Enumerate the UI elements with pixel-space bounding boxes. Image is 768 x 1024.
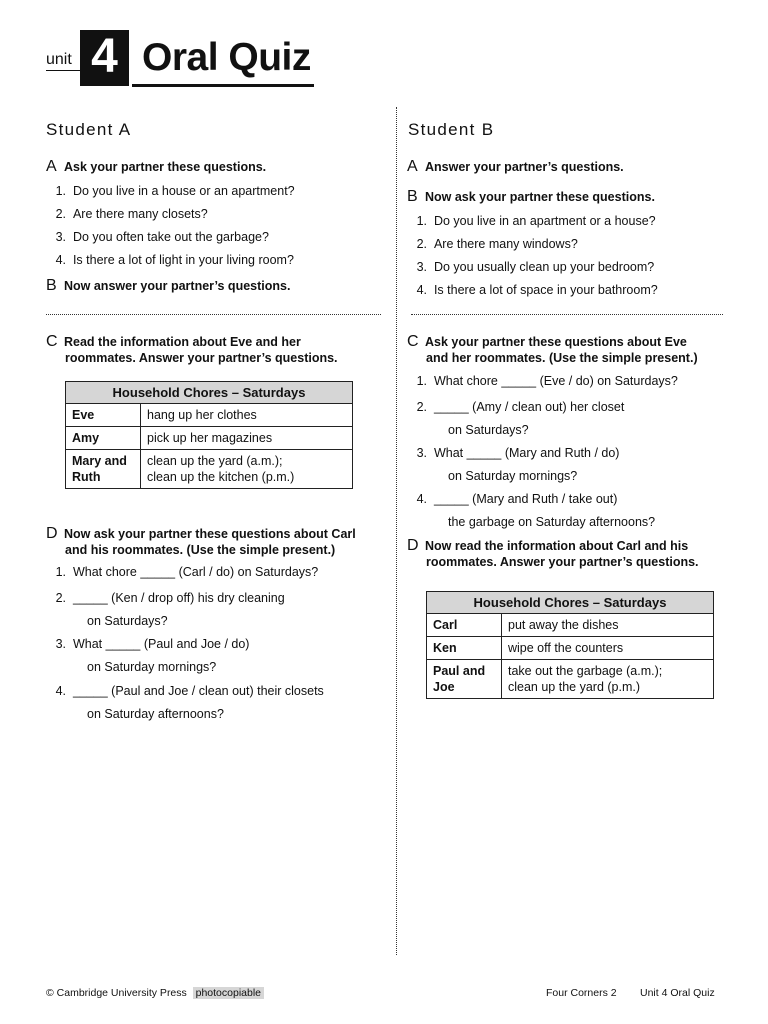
table-cell-chore: put away the dishes [502, 614, 714, 637]
chores-table-carl [426, 591, 714, 699]
table-cell-name: Paul and Joe [427, 660, 502, 699]
row-divider-right [411, 314, 723, 315]
footer-left [46, 987, 264, 999]
table-cell-name: Amy [66, 427, 141, 450]
student-a-section-d [46, 526, 356, 558]
unit-label: unit [46, 51, 72, 68]
section-instruction: Ask your partner these questions about Eve [425, 335, 687, 349]
question-item [44, 587, 285, 633]
table-row [427, 660, 714, 699]
question-item [44, 633, 249, 679]
table-row [66, 404, 353, 427]
question-text: Do you live in an apartment or a house? [433, 214, 656, 228]
table-header: Household Chores – Saturdays [66, 382, 353, 404]
question-item [44, 680, 324, 726]
question-text: on Saturdays? [87, 614, 168, 628]
table-row [66, 427, 353, 450]
table-cell-name: Mary and Ruth [66, 450, 141, 489]
chores-table-eve [65, 381, 353, 489]
question-text: _____ (Paul and Joe / clean out) their closets [72, 684, 324, 698]
student-b-section-c [407, 334, 698, 366]
section-letter: B [46, 277, 57, 294]
question-item [44, 183, 295, 199]
title-rule [132, 84, 314, 87]
question-item [405, 488, 655, 534]
question-item [44, 229, 269, 245]
question-item [44, 564, 318, 580]
question-item [405, 442, 619, 488]
question-text: on Saturday mornings? [87, 660, 217, 674]
student-a-section-b [46, 278, 290, 294]
table-cell-name: Eve [66, 404, 141, 427]
question-number: 3. [416, 446, 427, 460]
question-text: on Saturday mornings? [448, 469, 578, 483]
page-title: Oral Quiz [142, 36, 311, 79]
question-item [405, 259, 654, 275]
section-instruction: Now answer your partner’s questions. [64, 279, 291, 293]
table-header: Household Chores – Saturdays [427, 592, 714, 614]
question-number: 2. [416, 400, 427, 414]
question-text: Do you live in a house or an apartment? [72, 184, 295, 198]
question-text: Are there many closets? [72, 207, 208, 221]
question-text: Is there a lot of light in your living room? [72, 253, 294, 267]
question-text: on Saturday afternoons? [87, 707, 224, 721]
section-letter: B [407, 188, 418, 205]
section-instruction: Ask your partner these questions. [64, 160, 267, 174]
question-text: What _____ (Mary and Ruth / do) [433, 446, 620, 460]
student-b-section-b [407, 189, 655, 205]
section-instruction: and her roommates. (Use the simple present.) [426, 351, 698, 365]
question-text: What chore _____ (Carl / do) on Saturdays? [72, 565, 319, 579]
question-text: Do you usually clean up your bedroom? [433, 260, 655, 274]
question-item [405, 373, 678, 389]
table-cell-name: Ken [427, 637, 502, 660]
question-text: on Saturdays? [448, 423, 529, 437]
question-number: 1. [416, 214, 427, 228]
question-item [405, 236, 578, 252]
table-cell-chore: wipe off the counters [502, 637, 714, 660]
question-number: 3. [416, 260, 427, 274]
section-instruction: roommates. Answer your partner’s questions. [426, 555, 699, 569]
section-instruction: Now ask your partner these questions. [425, 190, 655, 204]
question-text: What chore _____ (Eve / do) on Saturdays? [433, 374, 678, 388]
question-text: _____ (Mary and Ruth / take out) [433, 492, 618, 506]
question-text: Are there many windows? [433, 237, 578, 251]
question-number: 2. [55, 207, 66, 221]
section-instruction: Now ask your partner these questions about Carl [64, 527, 356, 541]
section-instruction: Now read the information about Carl and his [425, 539, 689, 553]
table-cell-chore: clean up the yard (a.m.); clean up the kitchen (p.m.) [141, 450, 353, 489]
question-text: What _____ (Paul and Joe / do) [72, 637, 250, 651]
question-item [44, 206, 208, 222]
section-letter: A [46, 158, 57, 175]
student-b-section-a [407, 159, 624, 175]
question-item [44, 252, 294, 268]
question-item [405, 213, 656, 229]
section-instruction: Answer your partner’s questions. [425, 160, 624, 174]
unit-number-badge: 4 [80, 30, 129, 86]
section-instruction: Read the information about Eve and her [64, 335, 301, 349]
question-number: 1. [416, 374, 427, 388]
footer-book: Four Corners 2 [546, 987, 617, 999]
question-text: the garbage on Saturday afternoons? [448, 515, 656, 529]
student-a-section-a [46, 159, 266, 175]
section-letter: D [407, 537, 419, 554]
question-item [405, 282, 658, 298]
section-letter: C [46, 333, 58, 350]
question-number: 1. [55, 184, 66, 198]
column-divider [396, 107, 397, 955]
question-number: 3. [55, 230, 66, 244]
row-divider-left [46, 314, 381, 315]
question-number: 4. [55, 684, 66, 698]
student-a-heading: Student A [46, 120, 132, 139]
question-text: _____ (Amy / clean out) her closet [433, 400, 625, 414]
table-row [427, 614, 714, 637]
section-letter: C [407, 333, 419, 350]
question-number: 2. [55, 591, 66, 605]
question-number: 2. [416, 237, 427, 251]
section-letter: D [46, 525, 58, 542]
section-instruction: and his roommates. (Use the simple present.) [65, 543, 336, 557]
photocopiable-badge: photocopiable [193, 987, 264, 999]
footer-quiz: Unit 4 Oral Quiz [640, 987, 715, 999]
table-cell-name: Carl [427, 614, 502, 637]
question-number: 4. [416, 283, 427, 297]
question-text: Do you often take out the garbage? [72, 230, 269, 244]
student-b-section-d [407, 538, 699, 570]
table-row [66, 450, 353, 489]
question-item [405, 396, 624, 442]
table-cell-chore: pick up her magazines [141, 427, 353, 450]
question-text: Is there a lot of space in your bathroom? [433, 283, 658, 297]
section-instruction: roommates. Answer your partner’s questions. [65, 351, 338, 365]
question-number: 1. [55, 565, 66, 579]
unit-underline [46, 70, 80, 71]
student-a-section-c [46, 334, 338, 366]
section-letter: A [407, 158, 418, 175]
copyright-text: © Cambridge University Press [46, 987, 187, 999]
question-number: 4. [416, 492, 427, 506]
question-text: _____ (Ken / drop off) his dry cleaning [72, 591, 285, 605]
table-cell-chore: take out the garbage (a.m.); clean up the yard (p.m.) [502, 660, 714, 699]
table-row [427, 637, 714, 660]
question-number: 3. [55, 637, 66, 651]
question-number: 4. [55, 253, 66, 267]
student-b-heading: Student B [408, 120, 495, 139]
table-cell-chore: hang up her clothes [141, 404, 353, 427]
